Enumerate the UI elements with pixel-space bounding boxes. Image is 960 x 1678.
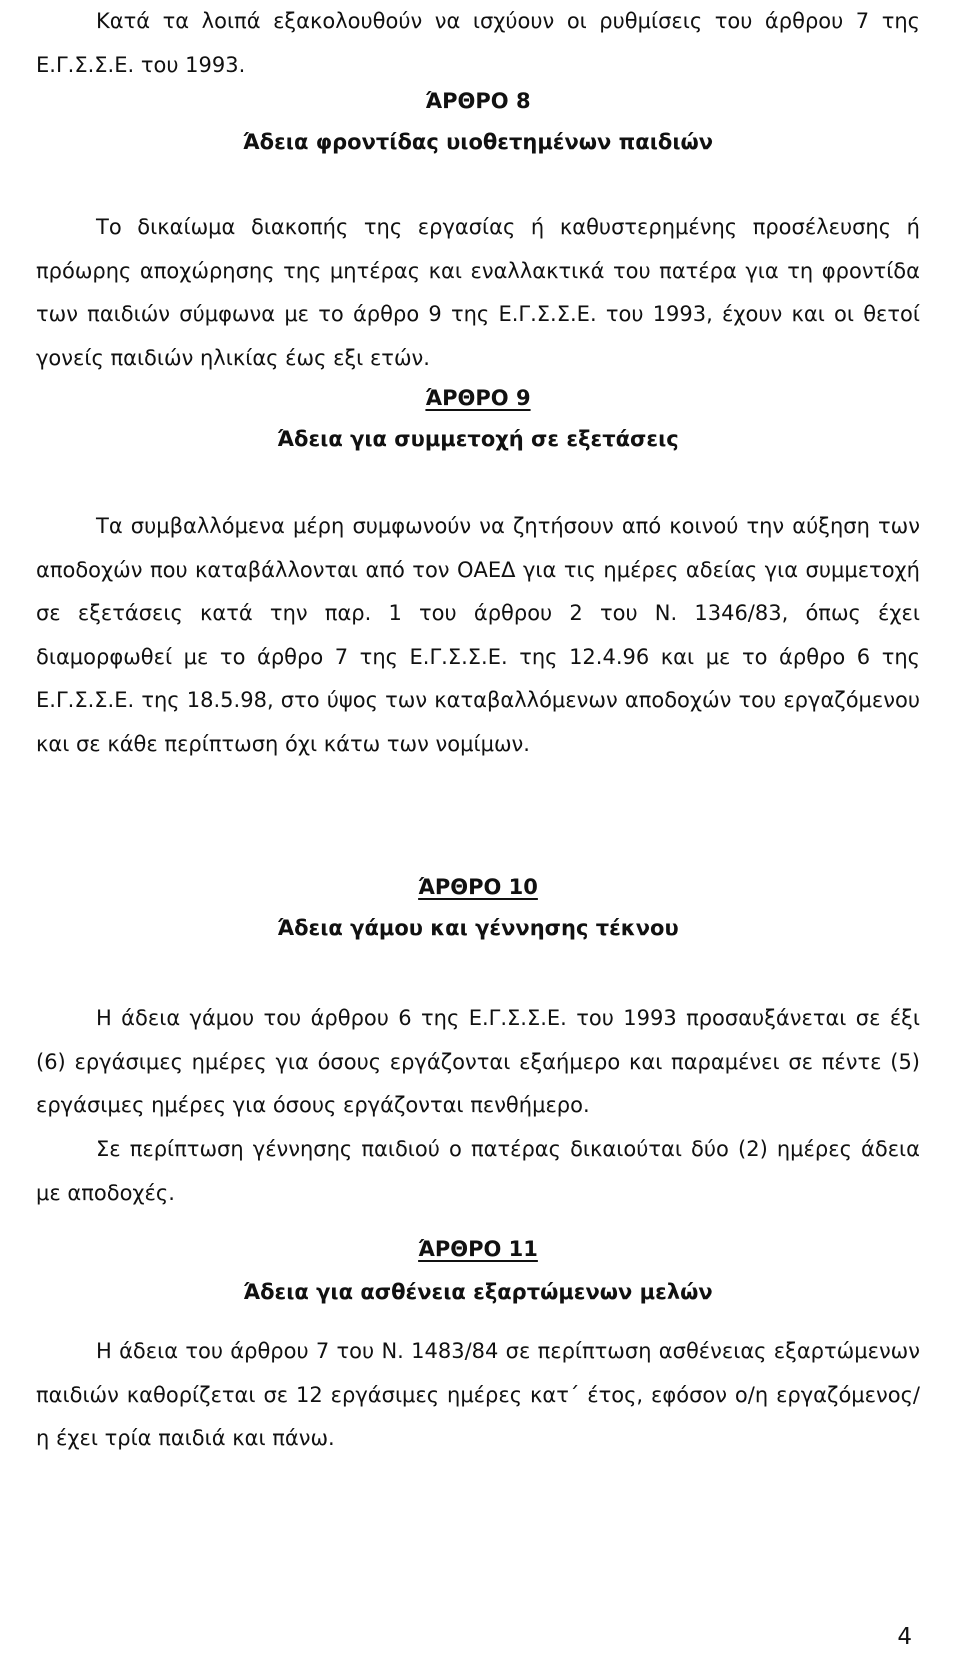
page-number: 4 <box>897 1624 912 1650</box>
article-9-number: ΆΡΘΡΟ 9 <box>425 386 531 410</box>
article-10-paragraph-2: Σε περίπτωση γέννησης παιδιού ο πατέρας δικαιούται δύο (2) ημέρες άδεια με αποδοχές. <box>36 1137 920 1205</box>
article-10-paragraph-1: Η άδεια γάμου του άρθρου 6 της Ε.Γ.Σ.Σ.Ε. του 1993 προσαυξάνεται σε έξι (6) εργάσιμες ημέρες για όσους εργάζονται εξαήμερο και παραμένει σε πέντε (5) εργάσιμες ημέρες για όσους εργάζονται πενθήμερο. <box>36 1006 920 1118</box>
article-8-number: ΆΡΘΡΟ 8 <box>425 89 531 113</box>
article-8-paragraph-1: Το δικαίωμα διακοπής της εργασίας ή καθυστερημένης προσέλευσης ή πρόωρης αποχώρησης της μητέρας και εναλλακτικά του πατέρα για τη φροντίδα των παιδιών σύμφωνα με το άρθρο 9 της Ε.Γ.Σ.Σ.Ε. του 1993, έχουν και οι θετοί γονείς παιδιών ηλικίας έως εξι ετών. <box>36 215 920 370</box>
article-8-title: Άδεια φροντίδας υιοθετημένων παιδιών <box>242 130 714 154</box>
article-11-paragraph-1: Η άδεια του άρθρου 7 του Ν. 1483/84 σε περίπτωση ασθένειας εξαρτώμενων παιδιών καθορίζεται σε 12 εργάσιμες ημέρες κατ΄ έτος, εφόσον ο/η εργαζόμενος/η έχει τρία παιδιά και πάνω. <box>36 1339 920 1451</box>
article-9-title: Άδεια για συμμετοχή σε εξετάσεις <box>277 427 679 451</box>
article-10-number: ΆΡΘΡΟ 10 <box>418 875 538 899</box>
article-11-number: ΆΡΘΡΟ 11 <box>418 1237 538 1261</box>
article-11-title: Άδεια για ασθένεια εξαρτώμενων μελών <box>243 1280 713 1304</box>
article-9-paragraph-1: Τα συμβαλλόμενα μέρη συμφωνούν να ζητήσουν από κοινού την αύξηση των αποδοχών που καταβάλλονται από τον ΟΑΕΔ για τις ημέρες αδείας για συμμετοχή σε εξετάσεις κατά την παρ. 1 του άρθρου 2 του Ν. 1346/83, όπως έχει διαμορφωθεί με το άρθρο 7 της Ε.Γ.Σ.Σ.Ε. της 12.4.96 και με το άρθρο 6 της Ε.Γ.Σ.Σ.Ε. της 18.5.98, στο ύψος των καταβαλλόμενων αποδοχών του εργαζόμενου και σε κάθε περίπτωση όχι κάτω των νομίμων. <box>36 514 920 756</box>
intro-paragraph: Κατά τα λοιπά εξακολουθούν να ισχύουν οι ρυθμίσεις του άρθρου 7 της Ε.Γ.Σ.Σ.Ε. του 1993. <box>36 9 920 77</box>
article-10-title: Άδεια γάμου και γέννησης τέκνου <box>277 916 679 940</box>
